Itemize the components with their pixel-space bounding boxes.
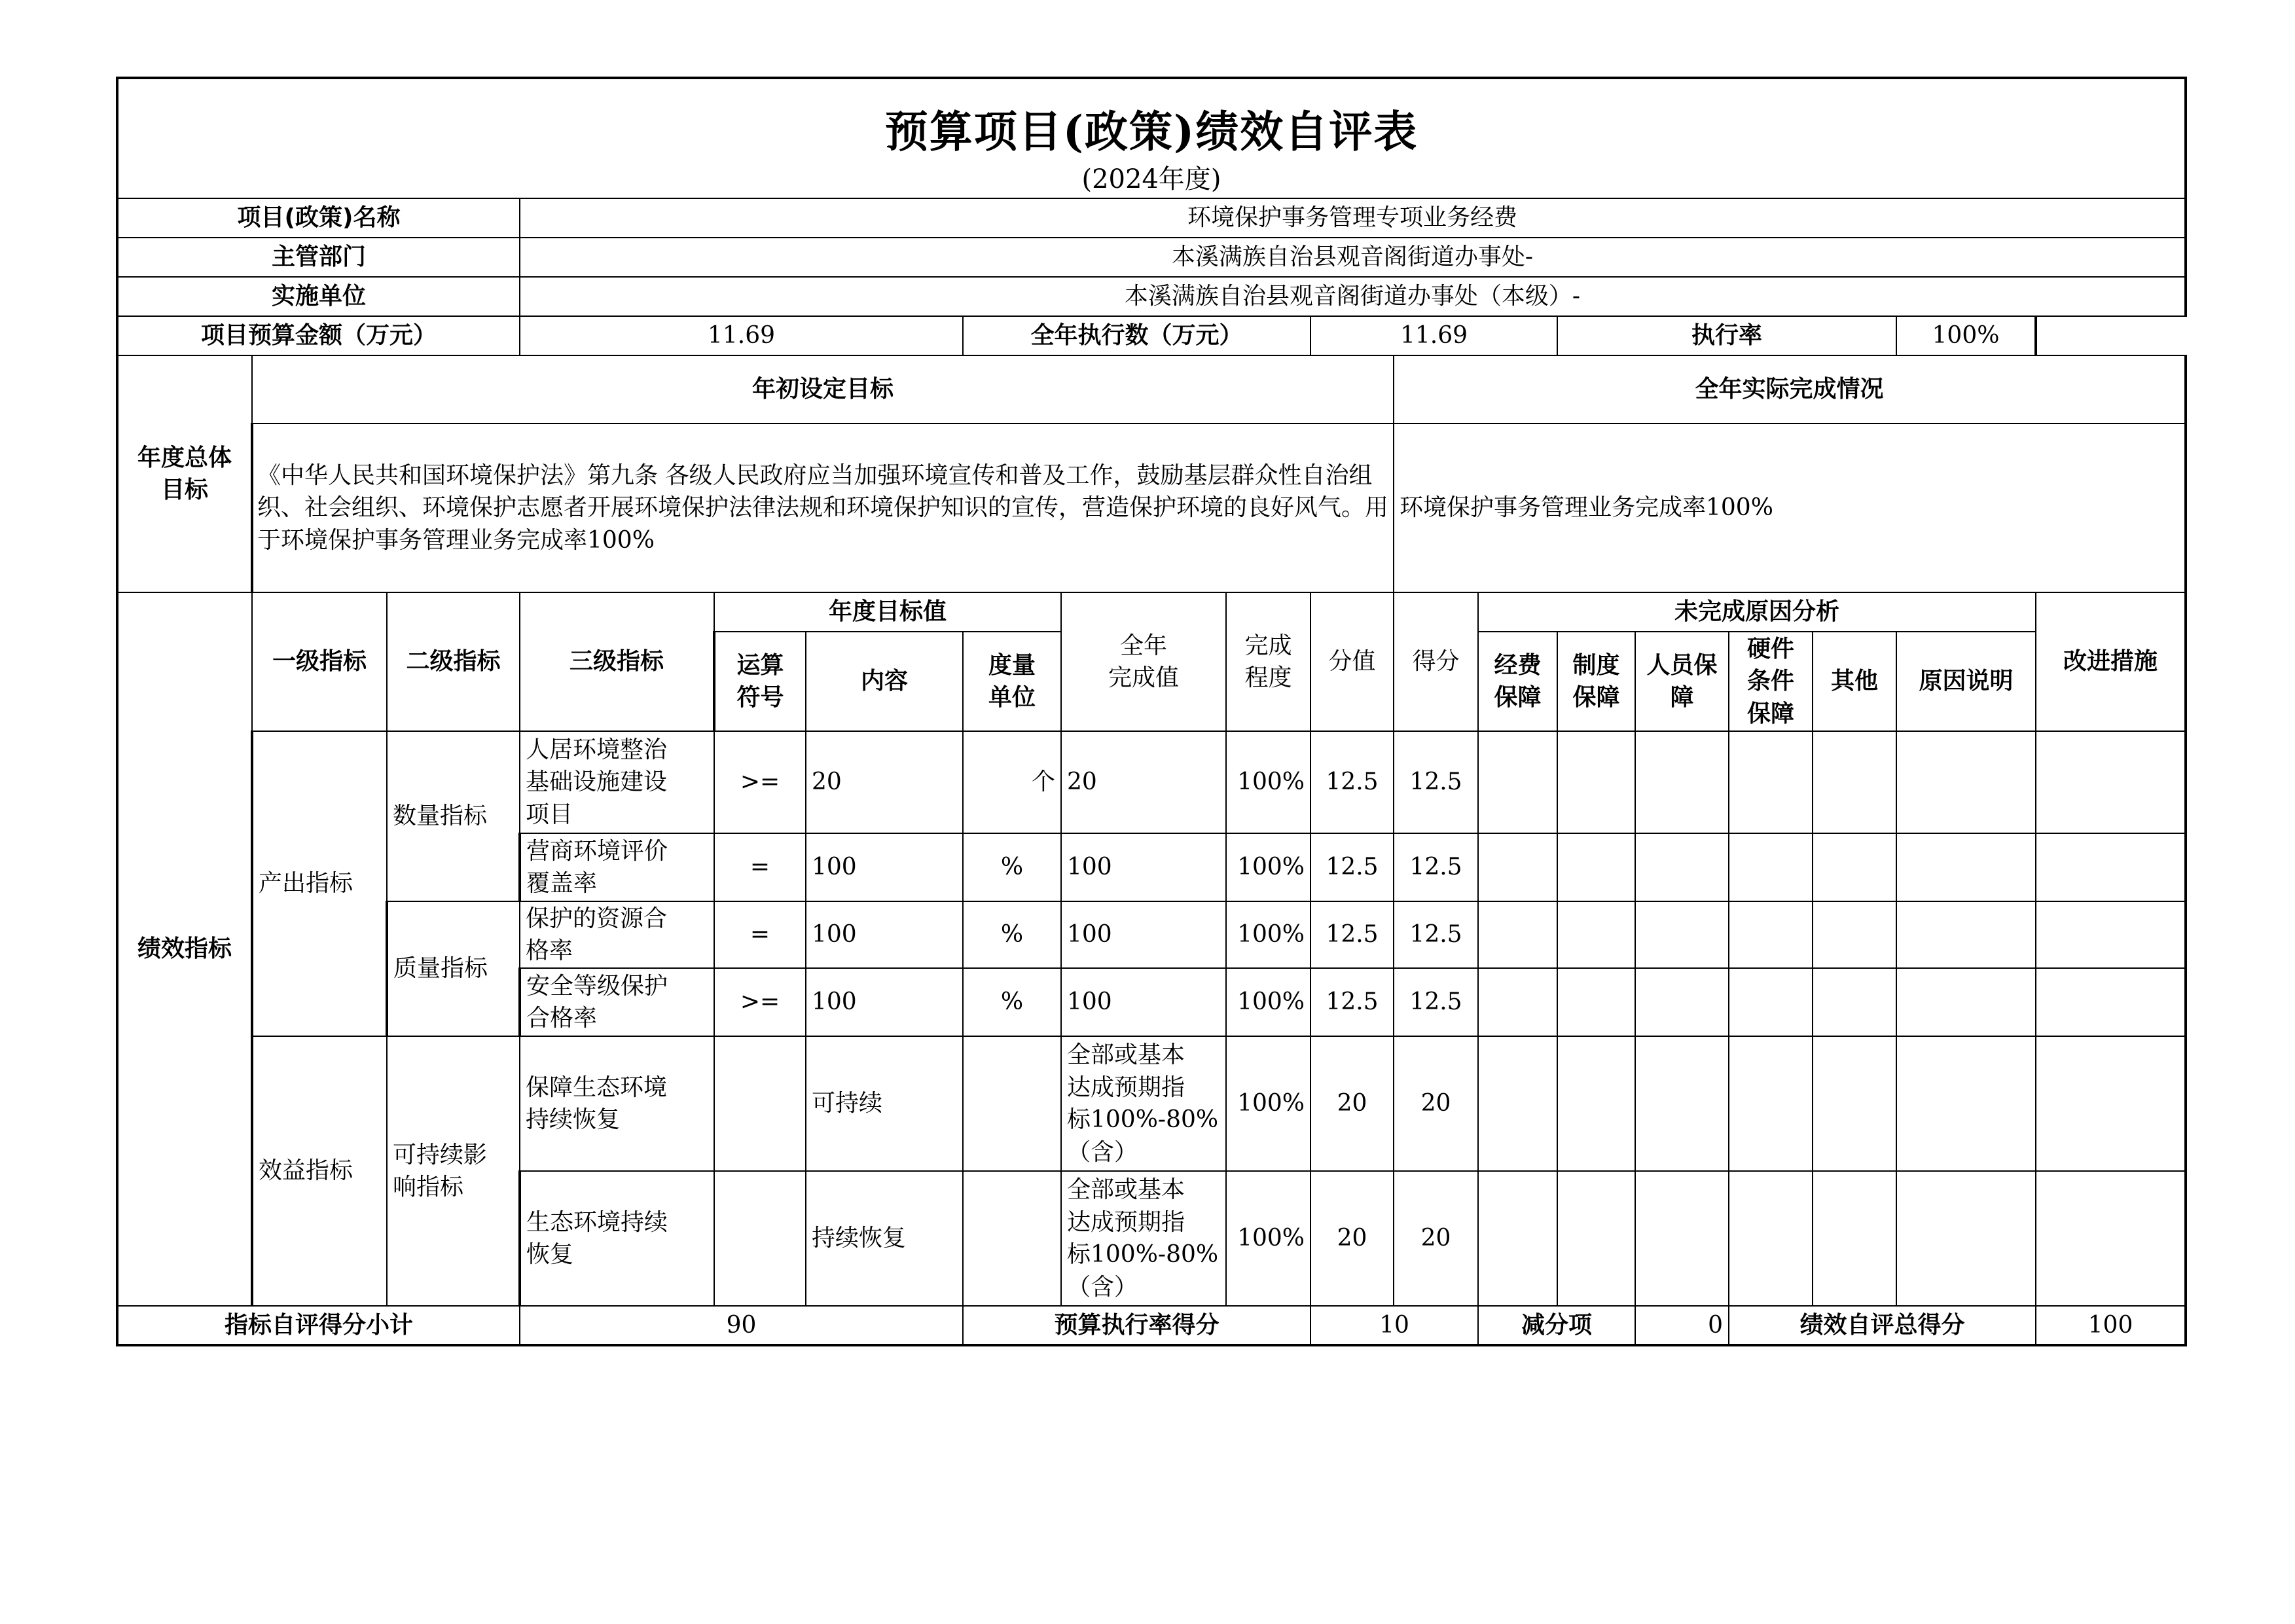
indicator-name: 生态环境持续 恢复 [520, 1171, 714, 1306]
indicator-actual: 全部或基本 达成预期指 标100%-80% （含） [1061, 1171, 1226, 1306]
reason-header: 原因说明 [1896, 632, 2036, 731]
level3-header: 三级指标 [520, 592, 714, 731]
reason-cell [1896, 731, 2036, 833]
other-header: 其他 [1813, 632, 1896, 731]
other-cell [1813, 901, 1896, 968]
indicator-actual: 100 [1061, 901, 1226, 968]
staff-cell [1635, 901, 1729, 968]
hardware-cell [1729, 901, 1813, 968]
funding-cell [1478, 901, 1557, 968]
system-cell [1557, 833, 1635, 901]
indicator-value: 12.5 [1310, 731, 1394, 833]
funding-cell [1478, 731, 1557, 833]
unit-value: 本溪满族自治县观音阁街道办事处（本级）- [520, 277, 2186, 316]
hardware-cell [1729, 833, 1813, 901]
budget-value: 11.69 [520, 316, 963, 355]
indicators-section-label: 绩效指标 [117, 592, 252, 1306]
hardware-cell [1729, 968, 1813, 1036]
indicator-score: 20 [1394, 1036, 1478, 1171]
score-value-header: 分值 [1310, 592, 1394, 731]
indicator-operator [714, 1036, 806, 1171]
indicator-content: 100 [806, 833, 963, 901]
indicator-actual: 100 [1061, 968, 1226, 1036]
subtotal-value: 90 [520, 1306, 963, 1345]
indicator-unit: % [963, 968, 1061, 1036]
improve-cell [2036, 968, 2186, 1036]
table-row [117, 731, 2186, 833]
indicator-operator [714, 1171, 806, 1306]
reason-cell [1896, 1036, 2036, 1171]
system-cell [1557, 968, 1635, 1036]
indicator-name: 保护的资源合 格率 [520, 901, 714, 968]
indicator-content: 100 [806, 901, 963, 968]
indicator-content: 20 [806, 731, 963, 833]
table-row [117, 1036, 2186, 1171]
actual-header: 全年 完成值 [1061, 592, 1226, 731]
indicator-value: 12.5 [1310, 968, 1394, 1036]
indicator-unit: % [963, 901, 1061, 968]
system-cell [1557, 901, 1635, 968]
quality-group: 质量指标 [387, 901, 520, 1036]
indicator-completion: 100% [1226, 833, 1310, 901]
funding-cell [1478, 1171, 1557, 1306]
self-evaluation-table [116, 77, 2187, 1346]
indicator-completion: 100% [1226, 731, 1310, 833]
indicator-value: 20 [1310, 1171, 1394, 1306]
budget-label: 项目预算金额（万元） [117, 316, 520, 355]
indicator-score: 12.5 [1394, 968, 1478, 1036]
system-header: 制度 保障 [1557, 632, 1635, 731]
reason-cell [1896, 1171, 2036, 1306]
funding-cell [1478, 1036, 1557, 1171]
funding-cell [1478, 833, 1557, 901]
indicator-completion: 100% [1226, 901, 1310, 968]
exec-value: 11.69 [1310, 316, 1557, 355]
hardware-header: 硬件 条件 保障 [1729, 632, 1813, 731]
improve-cell [2036, 731, 2186, 833]
indicator-score: 20 [1394, 1171, 1478, 1306]
actual-goal-header: 全年实际完成情况 [1394, 355, 2186, 424]
improve-cell [2036, 833, 2186, 901]
budget-score-label: 预算执行率得分 [963, 1306, 1310, 1345]
indicator-name: 保障生态环境 持续恢复 [520, 1036, 714, 1171]
dept-label: 主管部门 [117, 238, 520, 277]
indicator-actual: 100 [1061, 833, 1226, 901]
total-value: 100 [2036, 1306, 2186, 1345]
exec-label: 全年执行数（万元） [963, 316, 1310, 355]
project-name-label: 项目(政策)名称 [117, 198, 520, 238]
title-cell [117, 78, 2186, 162]
budget-score-value: 10 [1310, 1306, 1478, 1345]
dept-value: 本溪满族自治县观音阁街道办事处- [520, 238, 2186, 277]
actual-goal-text: 环境保护事务管理业务完成率100% [1394, 424, 2186, 592]
level1-header: 一级指标 [252, 592, 387, 731]
unit-header: 度量 单位 [963, 632, 1061, 731]
indicator-operator: = [714, 901, 806, 968]
benefit-group: 效益指标 [252, 1036, 387, 1306]
indicator-actual: 全部或基本 达成预期指 标100%-80% （含） [1061, 1036, 1226, 1171]
indicator-completion: 100% [1226, 968, 1310, 1036]
staff-header: 人员保 障 [1635, 632, 1729, 731]
quantity-group: 数量指标 [387, 731, 520, 901]
sustain-group: 可持续影 响指标 [387, 1036, 520, 1306]
score-header: 得分 [1394, 592, 1478, 731]
improve-cell [2036, 1171, 2186, 1306]
system-cell [1557, 1036, 1635, 1171]
improve-header: 改进措施 [2036, 592, 2186, 731]
completion-header: 完成 程度 [1226, 592, 1310, 731]
indicator-name: 安全等级保护 合格率 [520, 968, 714, 1036]
indicator-name: 营商环境评价 覆盖率 [520, 833, 714, 901]
indicator-score: 12.5 [1394, 731, 1478, 833]
table-row [117, 901, 2186, 968]
deduct-label: 减分项 [1478, 1306, 1635, 1345]
hardware-cell [1729, 731, 1813, 833]
unit-label: 实施单位 [117, 277, 520, 316]
hardware-cell [1729, 1171, 1813, 1306]
planned-goal-header: 年初设定目标 [252, 355, 1394, 424]
improve-cell [2036, 1036, 2186, 1171]
rate-value: 100% [1896, 316, 2036, 355]
year-label: (2024年度) [117, 162, 2186, 198]
indicator-content: 持续恢复 [806, 1171, 963, 1306]
indicator-unit: 个 [963, 731, 1061, 833]
project-name-value: 环境保护事务管理专项业务经费 [520, 198, 2186, 238]
improve-cell [2036, 901, 2186, 968]
indicator-value: 12.5 [1310, 833, 1394, 901]
staff-cell [1635, 731, 1729, 833]
staff-cell [1635, 833, 1729, 901]
rate-label: 执行率 [1557, 316, 1896, 355]
indicator-score: 12.5 [1394, 901, 1478, 968]
indicator-content: 可持续 [806, 1036, 963, 1171]
reason-cell [1896, 968, 2036, 1036]
output-group: 产出指标 [252, 731, 387, 1036]
content-header: 内容 [806, 632, 963, 731]
indicator-operator: >= [714, 731, 806, 833]
indicator-completion: 100% [1226, 1171, 1310, 1306]
indicator-actual: 20 [1061, 731, 1226, 833]
reason-cell [1896, 833, 2036, 901]
indicator-unit: % [963, 833, 1061, 901]
system-cell [1557, 1171, 1635, 1306]
total-label: 绩效自评总得分 [1729, 1306, 2036, 1345]
level2-header: 二级指标 [387, 592, 520, 731]
unfinished-header: 未完成原因分析 [1478, 592, 2036, 632]
deduct-value: 0 [1635, 1306, 1729, 1345]
funding-cell [1478, 968, 1557, 1036]
indicator-operator: >= [714, 968, 806, 1036]
indicator-completion: 100% [1226, 1036, 1310, 1171]
other-cell [1813, 731, 1896, 833]
planned-goal-text: 《中华人民共和国环境保护法》第九条 各级人民政府应当加强环境宣传和普及工作，鼓励基层群众性自治组织、社会组织、环境保护志愿者开展环境保护法律法规和环境保护知识的宣传，营造保护环境的良好风气。用于环境保护事务管理业务完成率100% [252, 424, 1394, 592]
goals-section-label: 年度总体 目标 [117, 355, 252, 592]
target-header: 年度目标值 [714, 592, 1061, 632]
other-cell [1813, 968, 1896, 1036]
indicator-content: 100 [806, 968, 963, 1036]
page-title: 预算项目(政策)绩效自评表 [884, 105, 1419, 157]
system-cell [1557, 731, 1635, 833]
staff-cell [1635, 1171, 1729, 1306]
indicator-value: 20 [1310, 1036, 1394, 1171]
indicator-score: 12.5 [1394, 833, 1478, 901]
indicator-value: 12.5 [1310, 901, 1394, 968]
staff-cell [1635, 968, 1729, 1036]
funding-header: 经费 保障 [1478, 632, 1557, 731]
other-cell [1813, 833, 1896, 901]
other-cell [1813, 1171, 1896, 1306]
subtotal-label: 指标自评得分小计 [117, 1306, 520, 1345]
reason-cell [1896, 901, 2036, 968]
indicator-unit [963, 1171, 1061, 1306]
other-cell [1813, 1036, 1896, 1171]
operator-header: 运算 符号 [714, 632, 806, 731]
hardware-cell [1729, 1036, 1813, 1171]
indicator-unit [963, 1036, 1061, 1171]
indicator-operator: = [714, 833, 806, 901]
indicator-name: 人居环境整治 基础设施建设 项目 [520, 731, 714, 833]
staff-cell [1635, 1036, 1729, 1171]
